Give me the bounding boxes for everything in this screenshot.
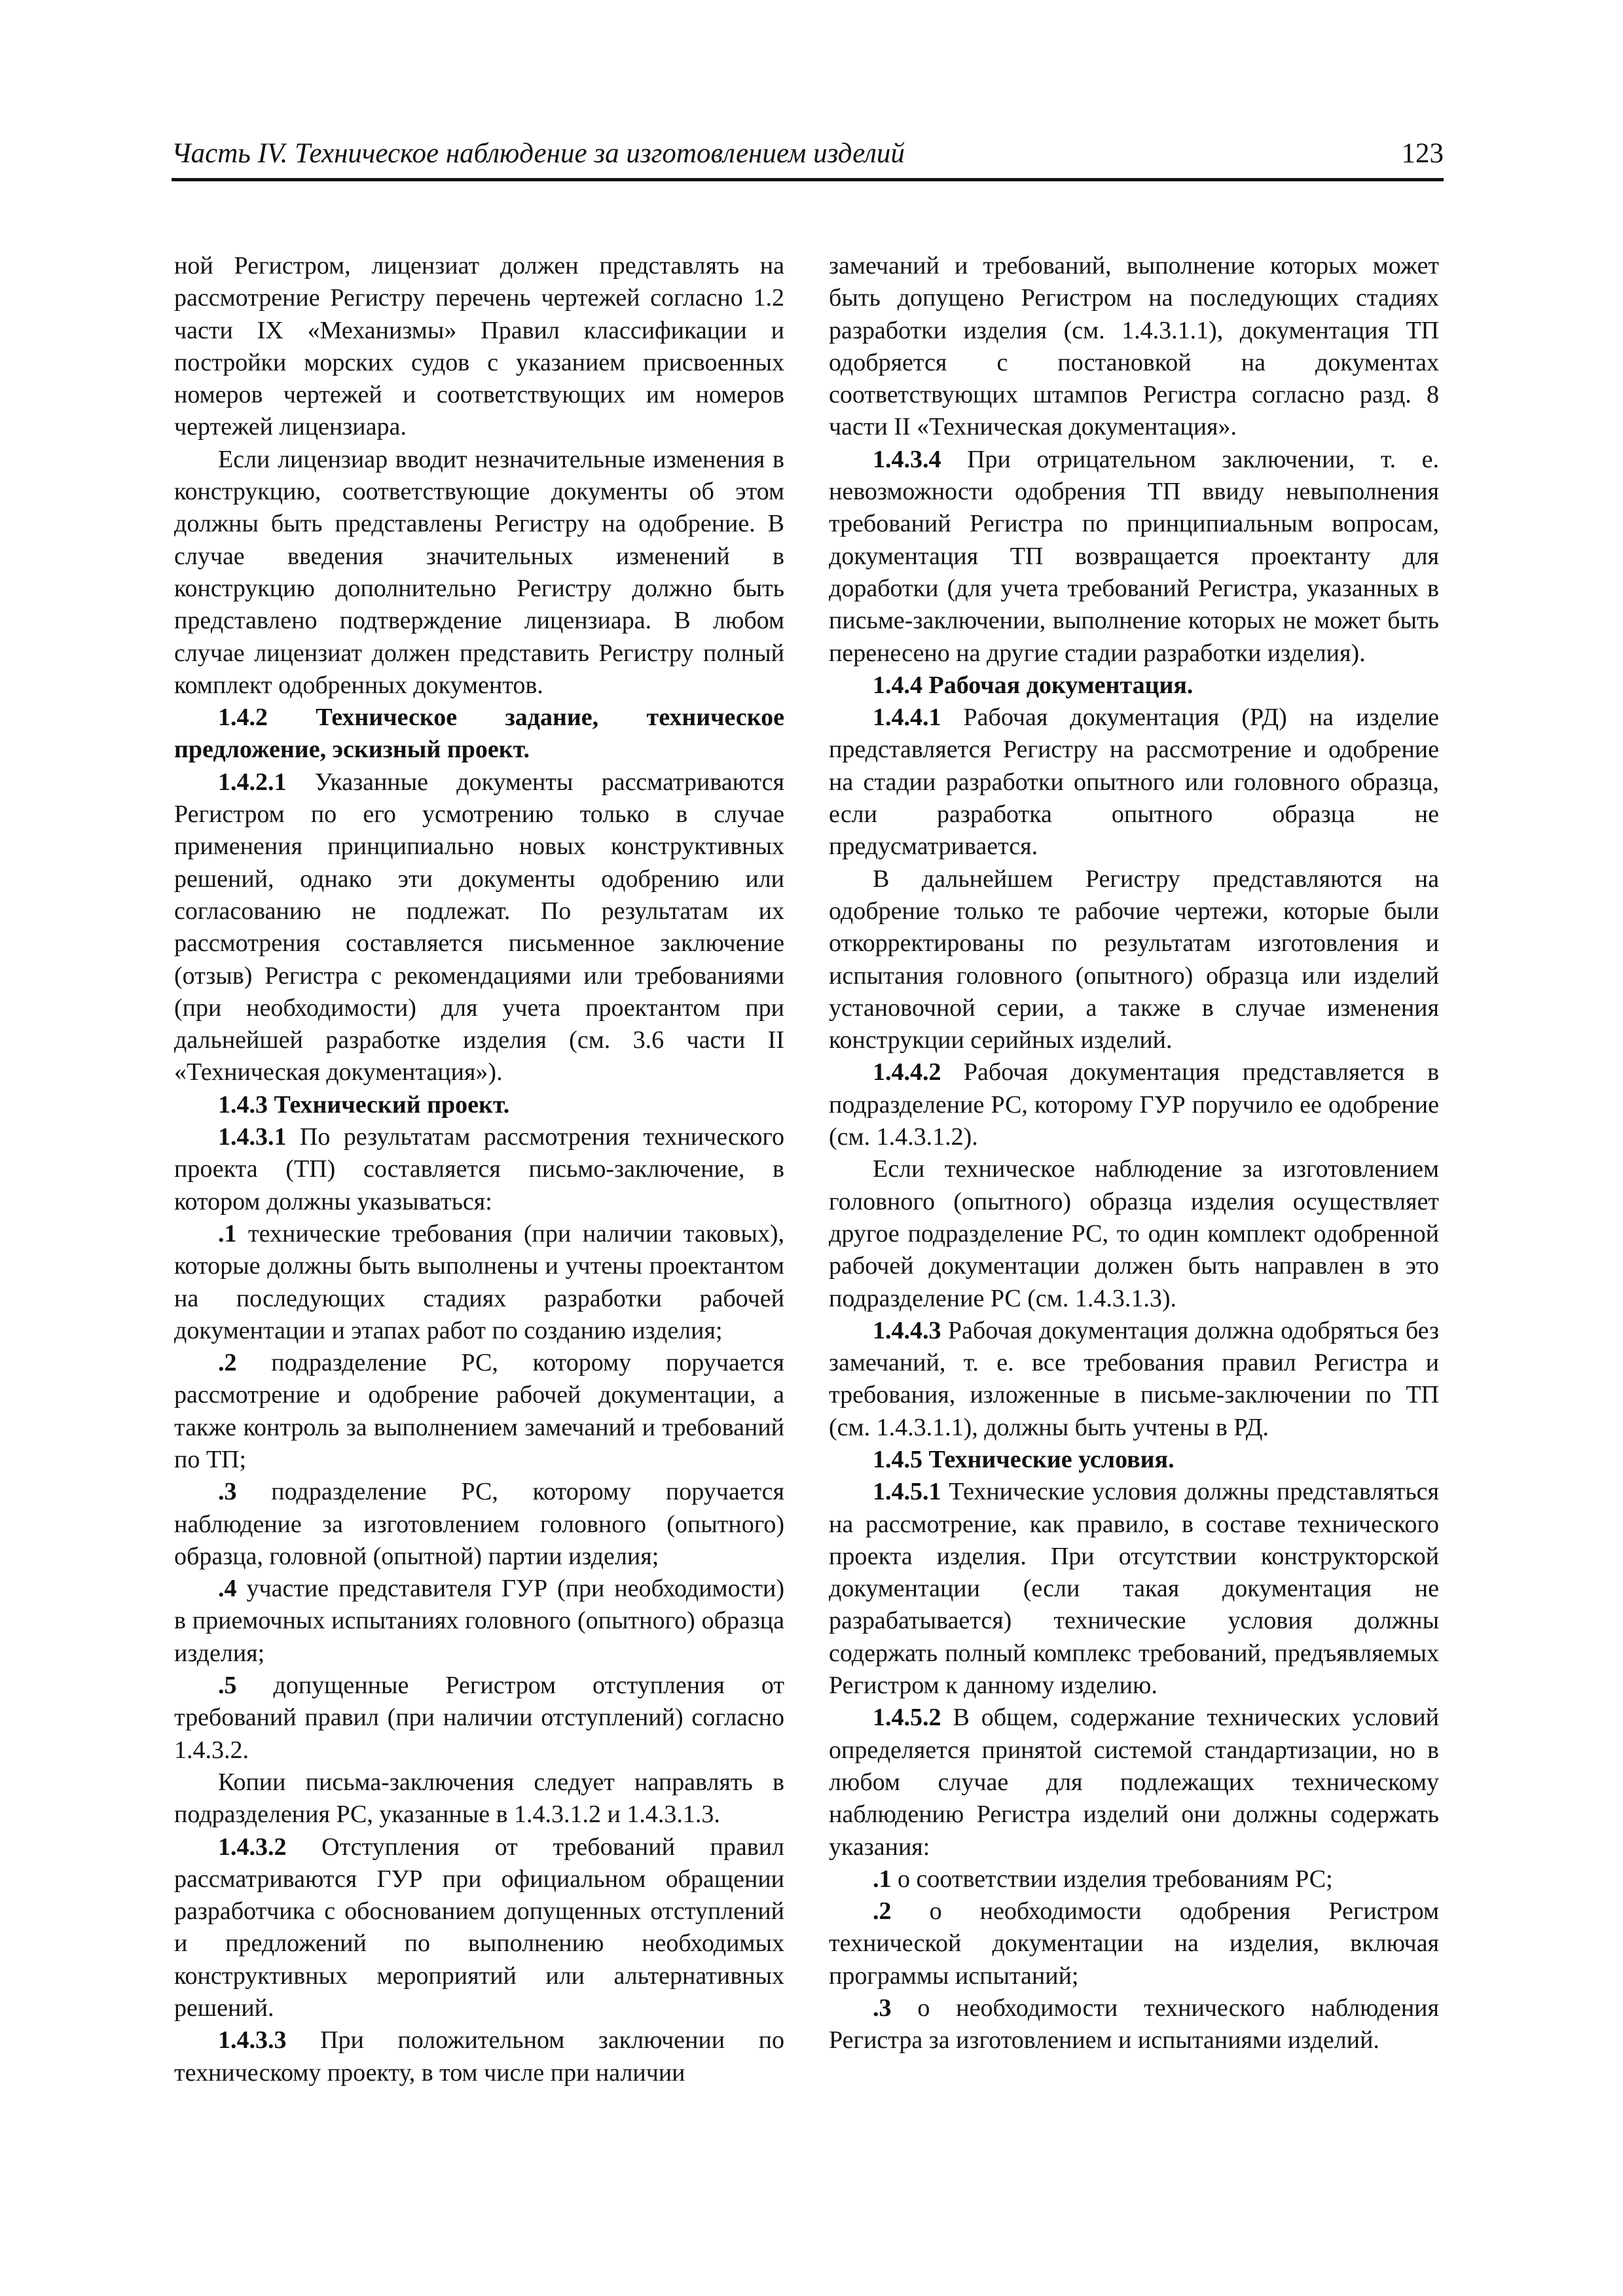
paragraph: 1.4.3.1 По результатам рассмотрения технического проекта (ТП) составляется письмо-заключение, в котором должны указываться: xyxy=(174,1123,784,1215)
paragraph: 1.4.4.2 Рабочая документация представляется в подразделение РС, которому ГУР поручило ее одобрение (см. 1.4.3.1.2). xyxy=(829,1058,1440,1151)
clause-number: 1.4.3.2 xyxy=(218,1833,287,1861)
paragraph: Если лицензиар вводит незначительные изменения в конструкцию, соответствующие документы об этом должны быть представлены Регистру на одобрение. В случае введения значительных изменений в конструкцию дополнительно Регистру должно быть представлено подтверждение лицензиара. В любом случае лицензиат должен представить Регистру полный комплект одобренных документов. xyxy=(174,445,784,699)
list-item: .2 о необходимости одобрения Регистром технической документации на изделия, включая программы испытаний; xyxy=(829,1897,1440,1990)
clause-number: 1.4.2.1 xyxy=(218,768,287,796)
list-item: .2 подразделение РС, которому поручается рассмотрение и одобрение рабочей документации, а также контроль за выполнением замечаний и требований по ТП; xyxy=(174,1349,784,1473)
clause-number: 1.4.3.1 xyxy=(218,1123,287,1151)
clause-number: 1.4.5.2 xyxy=(873,1704,941,1732)
item-number: .4 xyxy=(218,1575,237,1603)
paragraph: 1.4.4.1 Рабочая документация (РД) на изделие представляется Регистру на рассмотрение и одобрение на стадии разработки опытного или головного образца, если разработка опытного образца не предусматривается. xyxy=(829,704,1440,861)
left-column xyxy=(174,250,784,2089)
paragraph: ной Регистром, лицензиат должен представлять на рассмотрение Регистру перечень чертежей согласно 1.2 части IX «Механизмы» Правил классификации и постройки морских судов с указанием присвоенных номеров чертежей и соответствующих им номеров чертежей лицензиара. xyxy=(174,252,784,441)
list-item: .1 о соответствии изделия требованиям РС; xyxy=(873,1865,1333,1893)
list-item: .1 технические требования (при наличии таковых), которые должны быть выполнены и учтены проектантом на последующих стадиях разработки рабочей документации и этапах работ по созданию изделия; xyxy=(174,1219,784,1344)
clause-number: 1.4.5.1 xyxy=(873,1478,941,1506)
paragraph: 1.4.3.3 При положительном заключении по техническому проекту, в том числе при наличии xyxy=(174,2026,784,2087)
paragraph: 1.4.3.2 Отступления от требований правил рассматриваются ГУР при официальном обращении разработчика с обоснованием допущенных отступлений и предложений по выполнению необходимых конструктивных мероприятий или альтернативных решений. xyxy=(174,1833,784,2022)
paragraph: 1.4.3.4 При отрицательном заключении, т. е. невозможности одобрения ТП ввиду невыполнения требований Регистра по принципиальным вопросам, документация ТП возвращается проектанту для доработки (для учета требований Регистра, указанных в письме-заключении, выполнение которых не может быть перенесено на другие стадии разработки изделия). xyxy=(829,445,1440,667)
item-number: .3 xyxy=(873,1994,892,2022)
paragraph: 1.4.5.1 Технические условия должны представляться на рассмотрение, как правило, в составе технического проекта изделия. При отсутствии конструкторской документации (если такая документация не разрабатывается) технические условия должны содержать полный комплекс требований, предъявляемых Регистром к данному изделию. xyxy=(829,1478,1439,1700)
item-number: .1 xyxy=(218,1219,237,1247)
item-number: .2 xyxy=(218,1349,237,1377)
list-item: .3 о необходимости технического наблюдения Регистра за изготовлением и испытаниями изделий. xyxy=(829,1994,1439,2054)
list-item: .4 участие представителя ГУР (при необходимости) в приемочных испытаниях головного (опытного) образца изделия; xyxy=(174,1575,784,1667)
section-heading: 1.4.5 Технические условия. xyxy=(873,1445,1175,1473)
paragraph: 1.4.2.1 Указанные документы рассматриваются Регистром по его усмотрению только в случае применения принципиально новых конструктивных решений, однако эти документы одобрению или согласованию не подлежат. По результатам их рассмотрения составляется письменное заключение (отзыв) Регистра с рекомендациями или требованиями (при необходимости) для учета проектантом при дальнейшей разработке изделия (см. 3.6 части II «Техническая документация»). xyxy=(174,768,784,1086)
running-title: Часть IV. Техническое наблюдение за изготовлением изделий xyxy=(172,138,905,169)
item-number: .3 xyxy=(218,1478,237,1506)
section-heading: 1.4.2 Техническое задание, техническое предложение, эскизный проект. xyxy=(174,704,784,764)
clause-number: 1.4.3.4 xyxy=(873,445,941,473)
clause-number: 1.4.4.2 xyxy=(873,1058,941,1086)
paragraph: В дальнейшем Регистру представляются на одобрение только те рабочие чертежи, которые были откорректированы по результатам изготовления и испытания головного (опытного) образца или изделий установочной серии, а также в случае изменения конструкции серийных изделий. xyxy=(829,865,1439,1054)
section-heading: 1.4.3 Технический проект. xyxy=(218,1090,510,1119)
list-item: .3 подразделение РС, которому поручается наблюдение за изготовлением головного (опытного) образца, головной (опытной) партии изделия; xyxy=(174,1478,784,1570)
paragraph: 1.4.5.2 В общем, содержание технических условий определяется принятой системой стандартизации, но в любом случае для подлежащих техническому наблюдению Регистра изделий они должны содержать указания: xyxy=(829,1704,1439,1861)
item-number: .2 xyxy=(873,1897,892,1926)
right-column xyxy=(829,250,1439,2057)
clause-number: 1.4.4.1 xyxy=(873,704,941,732)
paragraph: замечаний и требований, выполнение которых может быть допущено Регистром на последующих стадиях разработки изделия (см. 1.4.3.1.1), документация ТП одобряется с постановкой на документах соответствующих штампов Регистра согласно разд. 8 части II «Техническая документация». xyxy=(829,252,1439,441)
item-number: .5 xyxy=(218,1672,237,1700)
paragraph: 1.4.4.3 Рабочая документация должна одобряться без замечаний, т. е. все требования правил Регистра и требования, изложенные в письме-заключении по ТП (см. 1.4.3.1.1), должны быть учтены в РД. xyxy=(829,1316,1439,1441)
page-number: 123 xyxy=(1401,138,1444,169)
item-number: .1 xyxy=(873,1865,892,1893)
paragraph: Копии письма-заключения следует направлять в подразделения РС, указанные в 1.4.3.1.2 и 1.4.3.1.3. xyxy=(174,1768,784,1829)
clause-number: 1.4.3.3 xyxy=(218,2026,287,2054)
list-item: .5 допущенные Регистром отступления от требований правил (при наличии отступлений) согласно 1.4.3.2. xyxy=(174,1672,784,1764)
paragraph: Если техническое наблюдение за изготовлением головного (опытного) образца изделия осуществляет другое подразделение РС, то один комплект одобренной рабочей документации должен быть направлен в это подразделение РС (см. 1.4.3.1.3). xyxy=(829,1155,1439,1312)
clause-number: 1.4.4.3 xyxy=(873,1316,941,1344)
section-heading: 1.4.4 Рабочая документация. xyxy=(873,671,1194,699)
running-header xyxy=(172,137,1444,181)
